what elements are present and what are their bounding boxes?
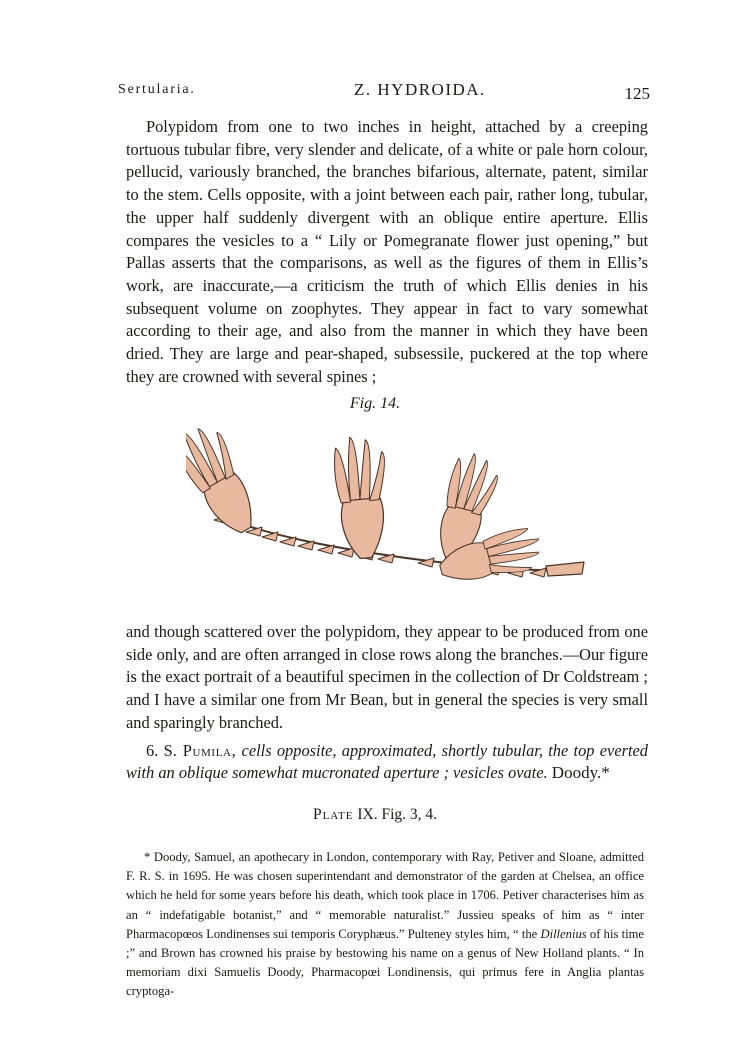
species-authority: Doody.*	[551, 763, 610, 782]
species-entry	[126, 740, 648, 784]
continuation-paragraph	[126, 621, 648, 735]
page-number: 125	[624, 84, 650, 103]
description-paragraph	[126, 116, 648, 388]
description-text: Polypidom from one to two inches in height, attached by a creeping tortuous tubular fibre, very slender and delicate, of a white or pale horn colour, pellucid, variously branched, the branches bifarious, alternate, patent, similar to the stem. Cells opposite, with a joint between each pair, rather long, tubular, the upper half suddenly divergent with an oblique entire aperture. Ellis compares the vesicles to a “ Lily or Pomegranate flower just opening,” but Pallas asserts that the comparisons, as well as the figures of them in Ellis’s work, are inaccurate,—a criticism the truth of which Ellis denies in his subsequent volume on zoophytes. They appear in fact to vary somewhat according to their age, and also from the manner in which they have been dried. They are large and pear-shaped, subsessile, puckered at the top where they are crowned with several spines ;	[126, 117, 648, 386]
header-genus: Sertularia.	[118, 82, 196, 97]
stem-cell	[298, 541, 314, 550]
figure-caption: Fig. 14.	[349, 395, 401, 412]
plate-figure-ref: IX. Fig. 3, 4.	[357, 806, 438, 823]
continuation-text: and though scattered over the polypidom, they appear to be produced from one side only, and are often arranged in close rows along the branches.—Our figure is the exact portrait of a beautiful specimen in the collection of Dr Coldstream ; and I have a similar one from Mr Bean, but in general the species is very small and sparingly branched.	[126, 622, 648, 732]
footnote-text-2: of his time ;” and Brown has crowned his praise by bestowing his name on a genus of New Holland plants. “ In memoriam dixi Samuelis Doody, Pharmacopœi Londinensis, qui primus fere in Anglia plantas cryptoga-	[126, 926, 644, 999]
plate-reference	[0, 806, 750, 824]
footnote-text-1: * Doody, Samuel, an apothecary in London, contemporary with Ray, Petiver and Sloane, admitted F. R. S. in 1695. He was chosen superintendant and demonstrator of the garden at Chelsea, an office which he held for some years before his death, which took place in 1706. Petiver characterises him as an “ indefatigable botanist,” and “ memorable naturalist.” Jussieu speaks of him as “ inter Pharmacopœos Londinenses sui temporis Coryphæus.” Pulteney styles him, “ the	[126, 850, 644, 941]
plate-label: Plate	[312, 806, 354, 823]
vesicle	[186, 420, 268, 541]
footnote	[126, 848, 644, 1002]
footnote-italic-name: Dillenius	[540, 926, 587, 941]
header-section-title: Z. HYDROIDA.	[354, 80, 486, 99]
vesicle-spine	[333, 447, 351, 503]
stem-tip	[546, 562, 584, 576]
species-number: 6. S.	[146, 741, 177, 760]
stem-cell	[318, 545, 334, 554]
species-name: Pumila,	[182, 741, 237, 760]
species-description: cells opposite, approximated, shortly tubular, the top everted with an oblique somewhat mucronated aperture ; vesicles ovate.	[126, 741, 648, 782]
running-header	[118, 80, 658, 106]
stem-cell	[280, 537, 296, 546]
vesicle	[332, 435, 393, 561]
sertularia-vesicles-illustration	[186, 420, 594, 600]
